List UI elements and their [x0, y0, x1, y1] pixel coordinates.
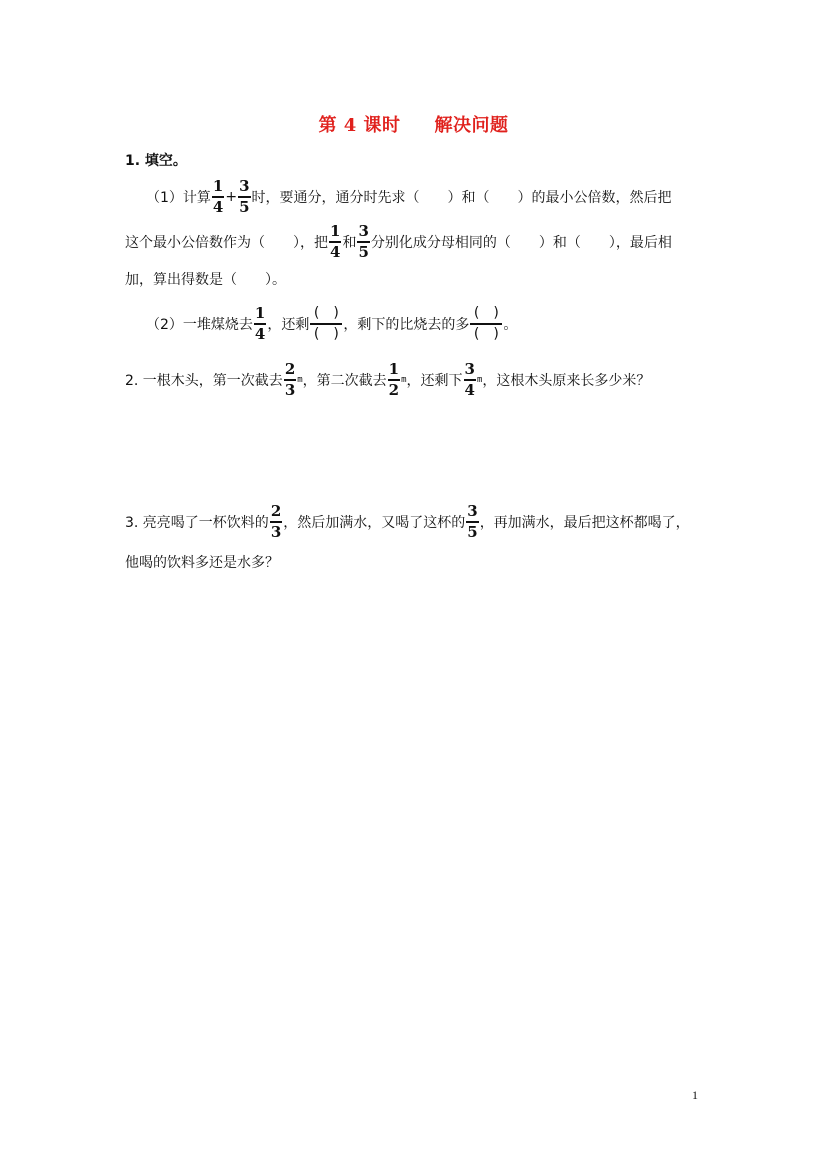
q1-sub2-line: （2）一堆煤烧去 $\frac{1}{4}$ ，还剩 $\frac{( )}{( )}$ ，剩下的比烧去的多 $\frac{( )}{( )}$ 。: [146, 304, 518, 343]
lesson-number: 第 4 课时: [318, 115, 401, 136]
unit-label: m: [401, 375, 407, 385]
fraction: $\frac{2}{3}$: [270, 502, 282, 541]
unit-label: m: [476, 375, 483, 385]
page-title: [0, 111, 827, 137]
blank-fraction[interactable]: $\frac{( )}{( )}$: [470, 305, 502, 343]
fraction: $\frac{3}{4}$: [464, 360, 475, 399]
blank-fraction[interactable]: $\frac{( )}{( )}$: [310, 305, 342, 343]
fraction: $\frac{1}{4}$: [330, 222, 341, 261]
q3-line2: 他喝的饮料多还是水多？: [125, 555, 279, 571]
unit-label: m: [297, 375, 303, 385]
q1-sub1-line3: 加，算出得数是（ ）。: [125, 272, 286, 288]
q3-line1: 3. 亮亮喝了一杯饮料的 $\frac{2}{3}$ ，然后加满水，又喝了这杯的 $\frac{3}{5}$ ，再加满水，最后把这杯都喝了，: [125, 502, 690, 541]
fraction: $\frac{3}{5}$: [358, 222, 369, 261]
q1-heading: 1. 填空。: [125, 153, 187, 169]
fraction: $\frac{3}{5}$: [239, 177, 250, 216]
q1-sub1-line1: （1）计算 $\frac{1}{4}$ + $\frac{3}{5}$ 时，要通分，通分时先求（ ）和（ ）的最小公倍数，然后把: [146, 177, 672, 216]
q1-sub1-line2: 这个最小公倍数作为（ ），把 $\frac{1}{4}$ 和 $\frac{3}{5}$ 分别化成分母相同的（ ）和（ ），最后相: [125, 222, 672, 261]
q2-line: 2. 一根木头，第一次截去 $\frac{2}{3}$ m ，第二次截去 $\frac{1}{2}$ m ，还剩下 $\frac{3}{4}$ m ，这根木头原来长多少米？: [125, 360, 651, 399]
page-number: 1: [692, 1088, 698, 1102]
fraction: $\frac{2}{3}$: [284, 360, 296, 399]
fraction: $\frac{3}{5}$: [467, 502, 478, 541]
fraction: $\frac{1}{4}$: [254, 304, 266, 343]
fraction: $\frac{1}{2}$: [388, 360, 400, 399]
fraction: $\frac{1}{4}$: [212, 177, 224, 216]
lesson-topic: 解决问题: [434, 115, 509, 136]
